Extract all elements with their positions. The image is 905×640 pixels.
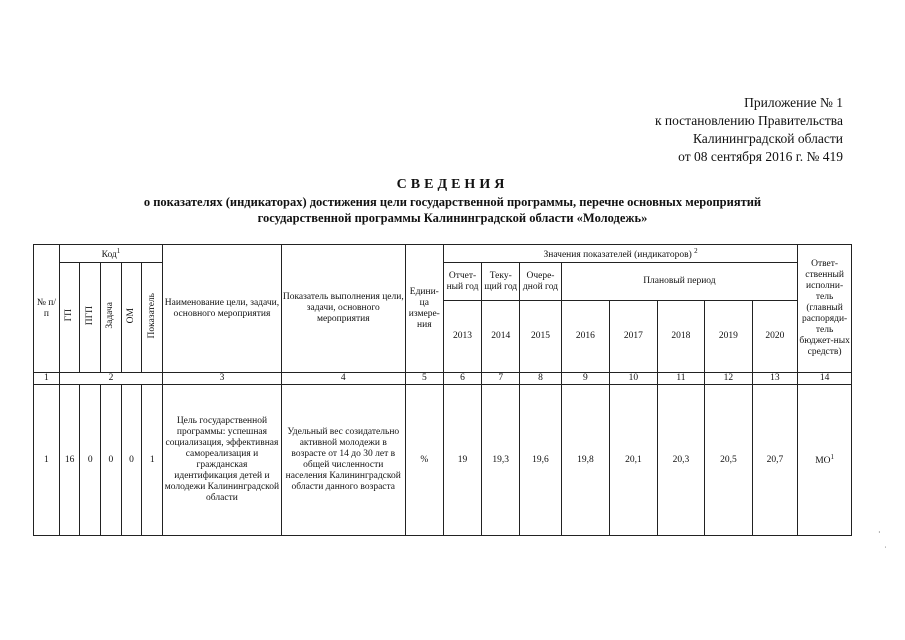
header-code-col — [142, 263, 163, 373]
row-value: 19 — [443, 385, 481, 536]
header-indicator: Показатель выполнения цели, задачи, основного мероприятия — [281, 245, 405, 373]
header-year: 2019 — [705, 301, 753, 373]
indicators-table — [33, 244, 852, 536]
header-code-sup: 1 — [116, 246, 121, 255]
header-year: 2016 — [561, 301, 610, 373]
title-heading: СВЕДЕНИЯ — [396, 177, 509, 192]
header-year: 2020 — [752, 301, 798, 373]
header-goal-name: Наименование цели, задачи, основного мероприятия — [163, 245, 282, 373]
table-row — [34, 385, 852, 536]
row-code: 0 — [101, 385, 122, 536]
header-code-col — [101, 263, 122, 373]
row-unit: % — [405, 385, 443, 536]
col-number: 5 — [405, 373, 443, 385]
title-subtitle: о показателях (индикаторах) достижения цели государственной программы, перечне основных мероприятий — [143, 195, 762, 209]
col-number: 4 — [281, 373, 405, 385]
header-year: 2015 — [520, 301, 561, 373]
header-responsible: Ответ-ственный исполни-тель (главный распоряди-тель бюджет-ных средств) — [798, 245, 852, 373]
appendix-line: от 08 сентября 2016 г. № 419 — [678, 149, 843, 164]
row-value: 20,5 — [705, 385, 753, 536]
code-col-label: ГП — [64, 309, 75, 322]
col-number: 8 — [520, 373, 561, 385]
row-num: 1 — [34, 385, 60, 536]
row-value: 20,1 — [610, 385, 658, 536]
col-number: 3 — [163, 373, 282, 385]
code-col-label: Показатель — [146, 292, 157, 339]
col-number: 12 — [705, 373, 753, 385]
row-responsible — [798, 385, 852, 536]
header-year: 2014 — [482, 301, 520, 373]
responsible-sup: 1 — [830, 453, 834, 462]
scan-speck: · — [878, 528, 881, 537]
appendix-line: к постановлению Правительства — [654, 113, 843, 128]
header-num: № п/п — [34, 245, 60, 373]
row-code: 0 — [121, 385, 142, 536]
code-col-label: Задача — [105, 302, 116, 329]
header-current-year: Теку-щий год — [482, 263, 520, 301]
responsible-label: МО — [815, 456, 831, 467]
appendix-line: Приложение № 1 — [744, 95, 843, 110]
header-year: 2018 — [657, 301, 705, 373]
row-code: 16 — [59, 385, 80, 536]
header-code-col — [80, 263, 101, 373]
row-value: 20,3 — [657, 385, 705, 536]
title-subtitle: государственной программы Калининградской области «Молодежь» — [257, 211, 648, 225]
col-number: 7 — [482, 373, 520, 385]
col-number: 11 — [657, 373, 705, 385]
header-code-col — [121, 263, 142, 373]
header-unit: Едини-ца измере-ния — [405, 245, 443, 373]
document-title — [0, 176, 905, 226]
col-number: 2 — [59, 373, 162, 385]
row-value: 19,3 — [482, 385, 520, 536]
code-col-label: ПГП — [84, 305, 95, 326]
col-number: 6 — [443, 373, 481, 385]
header-code-label: Код — [101, 250, 117, 261]
appendix-line: Калининградской области — [692, 131, 843, 146]
col-number: 13 — [752, 373, 798, 385]
row-code: 0 — [80, 385, 101, 536]
header-values-sup: 2 — [694, 246, 698, 255]
header-values — [443, 245, 797, 263]
appendix-block — [655, 94, 843, 166]
row-value: 19,8 — [561, 385, 610, 536]
scan-speck: ˙ — [884, 545, 887, 554]
code-col-label: ОМ — [126, 307, 137, 324]
row-code: 1 — [142, 385, 163, 536]
row-indicator: Удельный вес созидательно активной молодежи в возрасте от 14 до 30 лет в общей численности населения Калининградской области данного возраста — [281, 385, 405, 536]
header-year: 2013 — [443, 301, 481, 373]
row-value: 19,6 — [520, 385, 561, 536]
row-value: 20,7 — [752, 385, 798, 536]
header-code-col — [59, 263, 80, 373]
header-plan-period: Плановый период — [561, 263, 798, 301]
header-values-label: Значения показателей (индикаторов) — [543, 250, 692, 261]
col-number: 9 — [561, 373, 610, 385]
row-goal: Цель государственной программы: успешная социализация, эффективная самореализация и гражданская идентификация детей и молодежи Калининградской области — [163, 385, 282, 536]
header-next-year: Очере-дной год — [520, 263, 561, 301]
header-year: 2017 — [610, 301, 658, 373]
header-code — [59, 245, 162, 263]
col-number: 10 — [610, 373, 658, 385]
col-number: 1 — [34, 373, 60, 385]
col-number: 14 — [798, 373, 852, 385]
header-report-year: Отчет-ный год — [443, 263, 481, 301]
